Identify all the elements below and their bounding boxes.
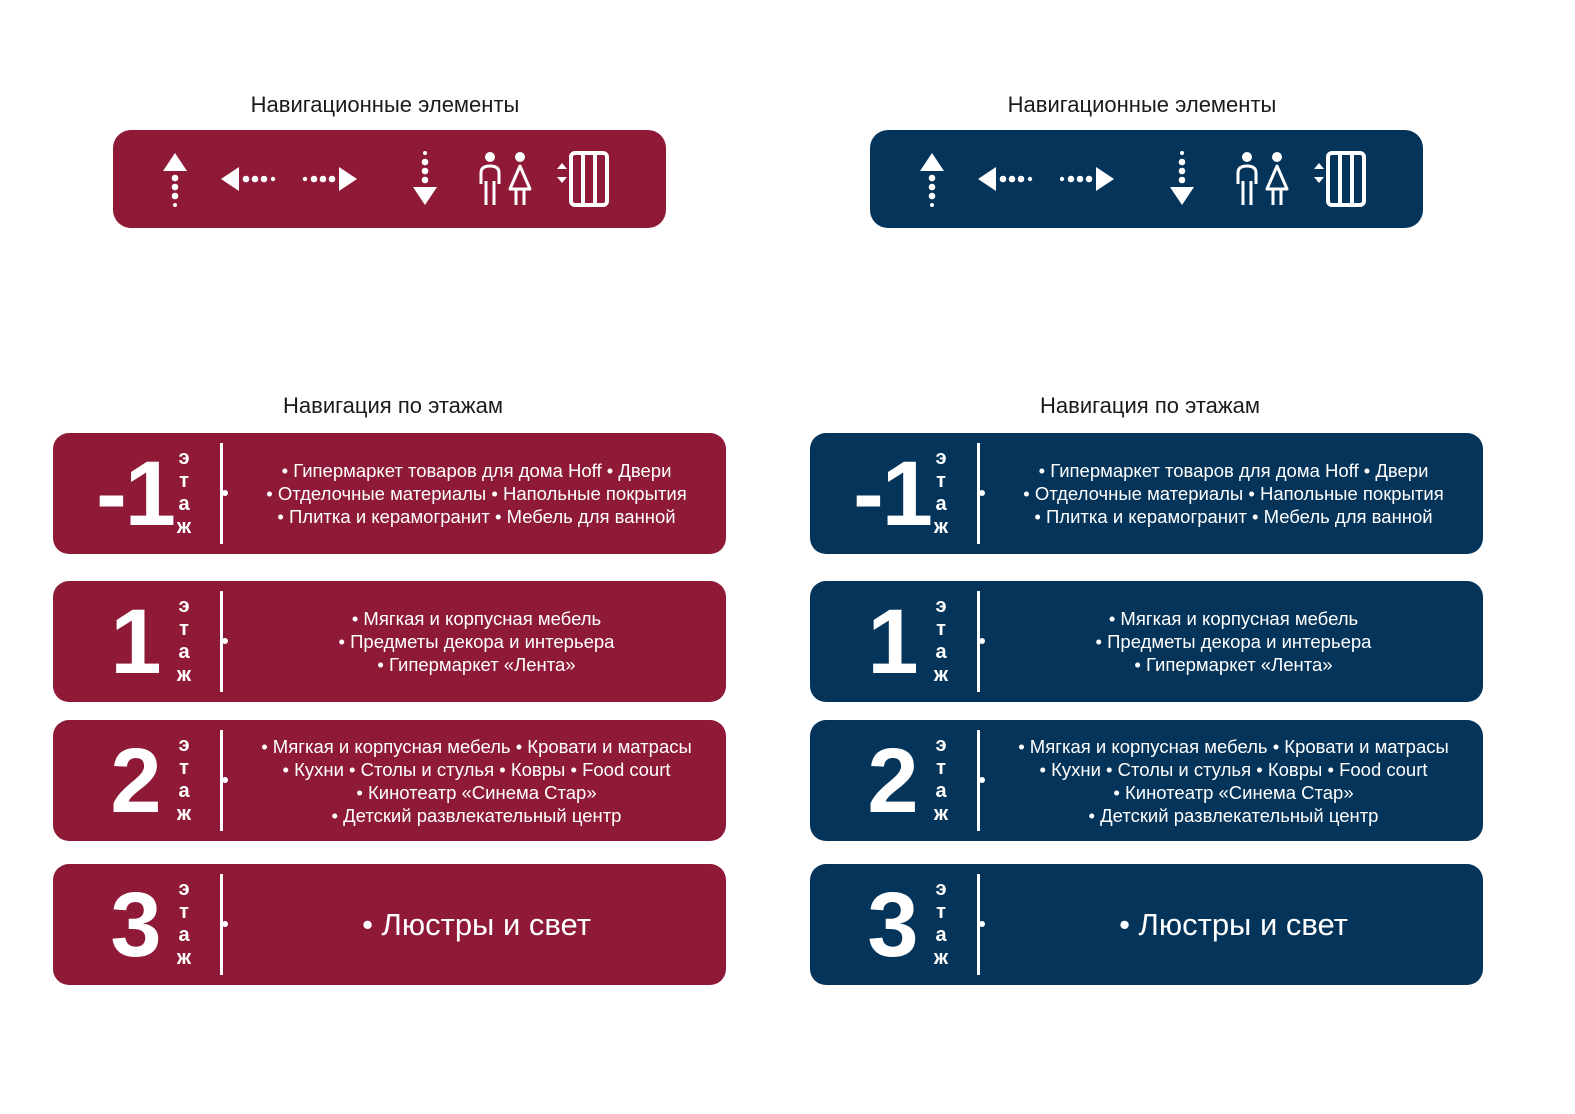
floor-description (990, 720, 1477, 841)
floor-word-letter: т (936, 470, 946, 492)
floor-word-letter: т (936, 618, 946, 640)
floor-word-letter: т (936, 757, 946, 779)
floor-word-letter: а (935, 780, 947, 802)
floor-description-line: • Кинотеатр «Синема Стар» (356, 781, 597, 803)
floor-word-letter: э (178, 878, 190, 900)
restroom-icon (1223, 130, 1303, 228)
floor-description-line: • Мягкая и корпусная мебель • Кровати и матрасы (1018, 735, 1449, 757)
floor-description-line: • Мягкая и корпусная мебель (1108, 608, 1359, 629)
floor-sign-3 (810, 864, 1483, 985)
floor-description-line: • Люстры и свет (362, 906, 591, 942)
floor-sign-2 (53, 720, 726, 841)
floor-word-letter: т (179, 470, 189, 492)
floor-description-line: • Мягкая и корпусная мебель (351, 608, 602, 629)
floor-description-line: • Гипермаркет «Лента» (1134, 654, 1333, 675)
floor-description (990, 433, 1477, 554)
floor-number: 2 (867, 729, 917, 832)
floor-divider (977, 730, 980, 831)
floor-word-letter: ж (933, 803, 949, 825)
floor-word-letter: а (178, 641, 190, 663)
floor-word-letter: а (935, 924, 947, 946)
floor-number: 3 (867, 873, 917, 976)
floor-description (233, 864, 720, 985)
arrow-up-icon (141, 130, 209, 228)
nav-elements-title: Навигационные элементы (250, 92, 520, 117)
floor-description-line: • Кинотеатр «Синема Стар» (1113, 781, 1354, 803)
floor-divider (220, 591, 223, 692)
floor-sign-minus-1 (53, 433, 726, 554)
floor-word-letter: э (935, 447, 947, 469)
floor-word-letter: э (935, 595, 947, 617)
floor-number: 1 (867, 590, 917, 693)
floor-word-letter: т (179, 901, 189, 923)
nav-elements-title: Навигационные элементы (1007, 92, 1277, 117)
blue-variant-column (810, 0, 1490, 1114)
floor-description-line: • Мягкая и корпусная мебель • Кровати и матрасы (261, 735, 692, 757)
floor-description (233, 433, 720, 554)
arrow-down-icon (1148, 130, 1216, 228)
floor-divider (220, 730, 223, 831)
floor-divider (977, 874, 980, 975)
floor-word-letter: э (935, 734, 947, 756)
floor-word (173, 734, 195, 826)
floor-word-letter: т (936, 901, 946, 923)
floor-word-letter: ж (933, 516, 949, 538)
floor-description-line: • Гипермаркет товаров для дома Hoff • Двери (1038, 460, 1429, 481)
floor-number: -1 (853, 442, 931, 545)
floor-number: -1 (96, 442, 174, 545)
floor-description-line: • Предметы декора и интерьера (1095, 631, 1372, 652)
floor-description (990, 864, 1477, 985)
floor-description-line: • Детский развлекательный центр (331, 804, 622, 826)
floor-number: 2 (110, 729, 160, 832)
floor-word-letter: э (178, 734, 190, 756)
floor-word-letter: а (935, 641, 947, 663)
floor-sign-1 (810, 581, 1483, 702)
floor-word-letter: ж (933, 947, 949, 969)
floor-word-letter: э (935, 878, 947, 900)
arrow-left-icon (211, 130, 285, 228)
floor-word (930, 734, 952, 826)
floor-description-line: • Плитка и керамогранит • Мебель для ванной (1034, 506, 1433, 527)
floor-divider (220, 443, 223, 544)
floor-word-letter: э (178, 447, 190, 469)
nav-elements-bar (870, 130, 1423, 228)
floor-word-letter: ж (933, 664, 949, 686)
floor-word (173, 595, 195, 687)
floor-word (173, 878, 195, 970)
floor-description-line: • Гипермаркет товаров для дома Hoff • Двери (281, 460, 672, 481)
nav-elements-bar (113, 130, 666, 228)
floor-word-letter: а (178, 493, 190, 515)
floor-word (930, 878, 952, 970)
floor-word (930, 595, 952, 687)
floor-description-line: • Кухни • Столы и стулья • Ковры • Food court (282, 758, 671, 780)
floor-description (233, 581, 720, 702)
floor-word-letter: а (178, 780, 190, 802)
floor-word (930, 447, 952, 539)
floor-navigation-title: Навигация по этажам (283, 393, 503, 418)
floor-description-line: • Люстры и свет (1119, 906, 1348, 942)
red-variant-column (53, 0, 733, 1114)
floor-number: 3 (110, 873, 160, 976)
floor-description-line: • Отделочные материалы • Напольные покрытия (266, 483, 687, 504)
floor-word-letter: ж (176, 664, 192, 686)
arrow-right-icon (293, 130, 367, 228)
floor-word-letter: э (178, 595, 190, 617)
floor-navigation-title: Навигация по этажам (1040, 393, 1260, 418)
arrow-right-icon (1050, 130, 1124, 228)
floor-word-letter: ж (176, 947, 192, 969)
floor-description-line: • Гипермаркет «Лента» (377, 654, 576, 675)
arrow-up-icon (898, 130, 966, 228)
floor-description-line: • Детский развлекательный центр (1088, 804, 1379, 826)
floor-divider (977, 591, 980, 692)
floor-word-letter: ж (176, 516, 192, 538)
floor-description-line: • Отделочные материалы • Напольные покрытия (1023, 483, 1444, 504)
floor-word-letter: ж (176, 803, 192, 825)
floor-word-letter: а (178, 924, 190, 946)
floor-description (233, 720, 720, 841)
floor-divider (977, 443, 980, 544)
floor-description-line: • Предметы декора и интерьера (338, 631, 615, 652)
floor-description (990, 581, 1477, 702)
floor-word-letter: а (935, 493, 947, 515)
floor-number: 1 (110, 590, 160, 693)
floor-description-line: • Кухни • Столы и стулья • Ковры • Food court (1039, 758, 1428, 780)
floor-sign-2 (810, 720, 1483, 841)
elevator-icon (1305, 130, 1375, 228)
arrow-down-icon (391, 130, 459, 228)
arrow-left-icon (968, 130, 1042, 228)
elevator-icon (548, 130, 618, 228)
floor-sign-3 (53, 864, 726, 985)
floor-sign-1 (53, 581, 726, 702)
restroom-icon (466, 130, 546, 228)
floor-word-letter: т (179, 757, 189, 779)
floor-description-line: • Плитка и керамогранит • Мебель для ванной (277, 506, 676, 527)
floor-word-letter: т (179, 618, 189, 640)
floor-word (173, 447, 195, 539)
floor-sign-minus-1 (810, 433, 1483, 554)
floor-divider (220, 874, 223, 975)
